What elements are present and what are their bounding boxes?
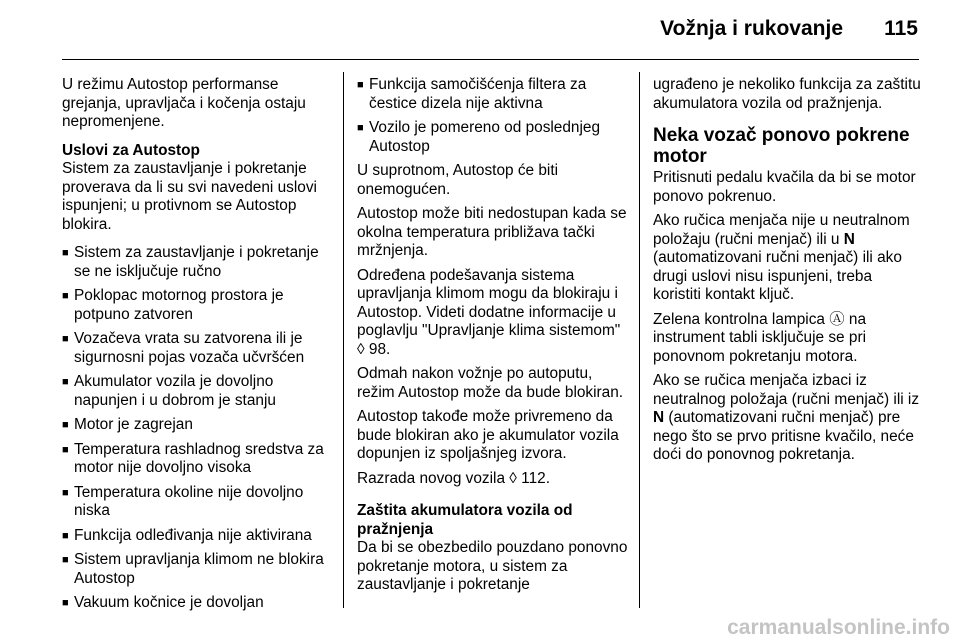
list-item: ■ Vozilo je pomereno od poslednjeg Autostop xyxy=(357,119,601,155)
bullet-icon: ■ xyxy=(62,443,69,456)
page-header xyxy=(0,0,960,64)
paragraph: ugrađeno je nekoliko funkcija za zaštitu akumulatora vozila od pražnjenja. xyxy=(653,76,921,112)
paragraph: Razrada novog vozila ◊ 112. xyxy=(357,469,550,487)
paragraph: Autostop takođe može privremeno da bude blokiran ako je akumulator vozila dopunjen iz spoljašnjeg izvora. xyxy=(357,408,619,462)
bullet-icon: ■ xyxy=(62,419,69,431)
bullet-icon: ■ xyxy=(62,529,69,542)
page-number: 115 xyxy=(884,17,918,40)
conditions-list xyxy=(62,244,334,613)
bullet-icon: ■ xyxy=(62,333,69,345)
paragraph: Ako se ručica menjača izbaci iz neutralnog položaja (ručni menjač) ili iz N (automatizovani ručni menjač) pre nego što se prvo pritisne kvačilo, neće doći do ponovnog pokretanja. xyxy=(653,372,920,463)
paragraph: Određena podešavanja sistema upravljanja klimom mogu da blokiraju i Autostop. Videti dodatne informacije u poglavlju "Upravljanje klima sistemom" ◊ 98. xyxy=(357,266,621,358)
bullet-icon: ■ xyxy=(62,376,69,388)
conditions-list-continued xyxy=(357,76,629,156)
intro-paragraph: U režimu Autostop performanse grejanja, upravljača i kočenja ostaju nepromenjene. xyxy=(62,76,306,130)
restart-heading: Neka vozač ponovo pokrene motor xyxy=(653,125,910,167)
paragraph: Odmah nakon vožnje po autoputu, režim Autostop može da bude blokiran. xyxy=(357,365,624,401)
bullet-icon: ■ xyxy=(62,597,69,609)
paragraph: U suprotnom, Autostop će biti onemogućen. xyxy=(357,162,559,198)
column-divider xyxy=(639,72,640,608)
bullet-icon: ■ xyxy=(357,79,364,91)
section-title: Vožnja i rukovanje xyxy=(660,17,843,40)
battery-protection-heading: Zaštita akumulatora vozila od pražnjenja xyxy=(357,502,573,538)
column-3 xyxy=(653,76,923,475)
list-item: ■ Vakuum kočnice je dovoljan xyxy=(62,594,264,611)
list-item: ■ Temperatura rashladnog sredstva za motor nije dovoljno visoka xyxy=(62,440,324,476)
list-item: ■ Sistem upravljanja klimom ne blokira Autostop xyxy=(62,551,324,587)
column-2 xyxy=(357,76,629,605)
column-divider xyxy=(343,72,344,608)
list-item: ■ Akumulator vozila je dovoljno napunjen i u dobrom je stanju xyxy=(62,373,276,409)
bullet-icon: ■ xyxy=(62,486,69,499)
list-item: ■ Vozačeva vrata su zatvorena ili je sigurnosni pojas vozača učvršćen xyxy=(62,330,305,366)
bullet-icon: ■ xyxy=(62,290,69,302)
list-item: ■ Motor je zagrejan xyxy=(62,416,193,433)
list-item: ■ Poklopac motornog prostora je potpuno zatvoren xyxy=(62,287,284,323)
bullet-icon: ■ xyxy=(62,554,69,566)
list-item: ■ Sistem za zaustavljanje i pokretanje se ne isključuje ručno xyxy=(62,244,319,280)
conditions-heading: Uslovi za Autostop xyxy=(62,141,200,159)
watermark: carmanualsonline.info xyxy=(727,616,950,639)
battery-protection-paragraph: Da bi se obezbedilo pouzdano ponovno pokretanje motora, u sistem za zaustavljanje i pokretanje xyxy=(357,539,628,593)
list-item: ■ Funkcija samočišćenja filtera za čestice dizela nije aktivna xyxy=(357,76,587,112)
bullet-icon: ■ xyxy=(62,247,69,259)
header-rule xyxy=(62,59,919,60)
list-item: ■ Temperatura okoline nije dovoljno niska xyxy=(62,483,304,519)
paragraph: Zelena kontrolna lampica Ⓐ na instrument tabli isključuje se pri ponovnom pokretanju motora. xyxy=(653,310,867,365)
paragraph: Ako ručica menjača nije u neutralnom položaju (ručni menjač) ili u N (automatizovani ručni menjač) ili ako drugi uslovi nisu ispunjeni, treba koristiti kontakt ključ. xyxy=(653,212,910,303)
conditions-paragraph: Sistem za zaustavljanje i pokretanje proverava da li su svi navedeni uslovi ispunjeni; u protivnom se Autostop blokira. xyxy=(62,160,317,233)
paragraph: Autostop može biti nedostupan kada se okolna temperatura približava tački mržnjenja. xyxy=(357,205,627,259)
paragraph: Pritisnuti pedalu kvačila da bi se motor ponovo pokrenuo. xyxy=(653,169,916,205)
column-1 xyxy=(62,76,334,619)
bullet-icon: ■ xyxy=(357,122,364,134)
list-item: ■ Funkcija odleđivanja nije aktivirana xyxy=(62,526,312,544)
